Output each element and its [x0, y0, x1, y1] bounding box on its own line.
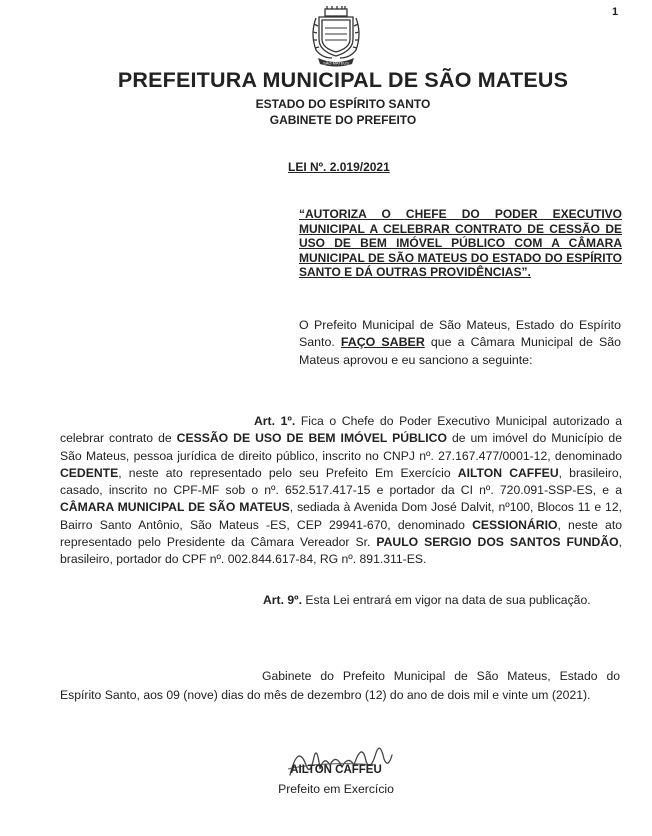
closing-text: Gabinete do Prefeito Municipal de São Mateus, Estado do Espírito Santo, aos 09 (nove) dias do mês de dezembro (12) do ano de dois mil e vinte um (2021). [60, 669, 620, 702]
article-1-text: , neste ato representado pelo seu Prefeito Em Exercício [118, 465, 451, 480]
law-ementa: “AUTORIZA O CHEFE DO PODER EXECUTIVO MUNICIPAL A CELEBRAR CONTRATO DE CESSÃO DE USO DE BEM IMÓVEL PÚBLICO COM A CÂMARA MUNICIPAL DE SÃO MATEUS DO ESTADO DO ESPÍRITO SANTO E DÁ OUTRAS PROVIDÊNCIAS”. [299, 207, 622, 280]
article-1 [60, 413, 622, 569]
law-number: LEI Nº. 2.019/2021 [288, 160, 390, 174]
preamble [299, 317, 621, 369]
article-9-text: Esta Lei entrará em vigor na data de sua publicação. [305, 593, 591, 607]
article-1-text: Fica o Chefe do Poder Executivo Municipal autorizado a celebrar contrato de [60, 414, 622, 446]
article-1-bold: CEDENTE [60, 465, 119, 480]
article-9 [60, 592, 620, 609]
preamble-text-1: O Prefeito Municipal de São Mateus, Estado do Espírito Santo. [299, 318, 621, 350]
header-office: GABINETE DO PREFEITO [269, 113, 417, 127]
article-1-text: de um imóvel do Município de São Mateus, pessoa jurídica de direito público, inscrito no CNPJ nº. 27.167.477/0001-12, denominado [60, 431, 622, 463]
page-title: PREFEITURA MUNICIPAL DE SÃO MATEUS [117, 68, 569, 92]
article-1-bold: AILTON CAFFEU [457, 465, 559, 480]
signature-scribble-text: Ailton Caffeu [284, 735, 290, 736]
article-1-bold: CESSÃO DE USO DE BEM IMÓVEL PÚBLICO [176, 431, 447, 446]
article-1-label: Art. 1º. [254, 414, 296, 428]
signer-name: AILTON CAFFEU [290, 764, 382, 776]
article-1-text: , sediada à Avenida Dom José Dalvit, nº100, Blocos 11 e 12, Bairro Santo Antônio, São Mateus -ES, CEP 29941-670, denominado [60, 500, 622, 532]
article-1-text: , brasileiro, portador do CPF nº. 002.844.617-84, RG nº. 891.311-ES. [60, 535, 623, 567]
article-1-text: , brasileiro, casado, inscrito no CPF-MF sob o nº. 652.517.417-15 e portador da CI nº. 720.091-SSP-ES, e a [60, 465, 623, 498]
signature-scribble [284, 735, 396, 785]
header-state: ESTADO DO ESPÍRITO SANTO [255, 97, 431, 111]
svg-text:SÃO MATEUS: SÃO MATEUS [323, 60, 349, 66]
article-1-bold: PAULO SERGIO DOS SANTOS FUNDÃO [376, 535, 619, 550]
article-9-label: Art. 9º. [263, 593, 302, 607]
article-1-bold: CESSIONÁRIO [472, 517, 558, 532]
page-number: 1 [612, 6, 619, 18]
preamble-enactment: FAÇO SABER [340, 335, 425, 350]
signer-role: Prefeito em Exercício [278, 782, 394, 796]
coat-of-arms-icon [306, 6, 366, 68]
closing-paragraph [60, 667, 620, 705]
article-1-bold: CÂMARA MUNICIPAL DE SÃO MATEUS [60, 500, 290, 515]
article-1-text: , neste ato representado pelo Presidente da Câmara Vereador Sr. [60, 517, 622, 550]
preamble-text-2: que a Câmara Municipal de São Mateus aprovou e eu sanciono a seguinte: [299, 335, 622, 367]
